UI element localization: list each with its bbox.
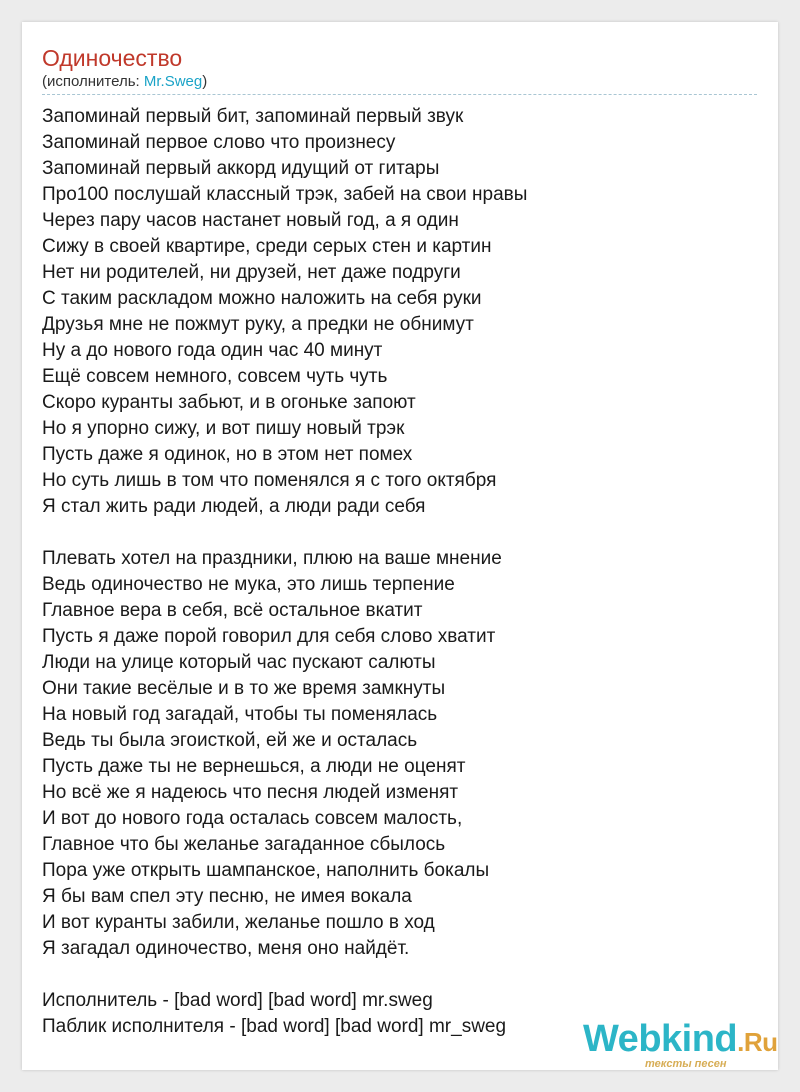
lyric-line: Но всё же я надеюсь что песня людей изменят [42,782,459,803]
lyric-line: Но я упорно сижу, и вот пишу новый трэк [42,418,405,439]
lyric-line: Я бы вам спел эту песню, не имея вокала [42,886,412,907]
lyric-line: И вот куранты забили, желанье пошло в ход [42,912,435,933]
divider [42,94,757,95]
lyric-line: Запоминай первое слово что произнесу [42,132,396,153]
lyric-line: Пусть даже я одинок, но в этом нет помех [42,444,413,465]
credit-line: Паблик исполнителя - [bad word] [bad word] mr_sweg [42,1016,507,1037]
logo-name: Webkind [583,1018,738,1060]
lyric-line: Сижу в своей квартире, среди серых стен и картин [42,236,492,257]
lyric-line: Пора уже открыть шампанское, наполнить бокалы [42,860,490,881]
song-title: Одиночество [42,45,183,71]
lyric-line: Запоминай первый бит, запоминай первый звук [42,106,464,127]
lyric-line: Скоро куранты забьют, и в огоньке запоют [42,392,416,413]
lyric-line: Пусть я даже порой говорил для себя слово хватит [42,626,496,647]
artist-line [42,73,207,91]
lyrics-body [42,104,757,1040]
lyric-line: Я стал жить ради людей, а люди ради себя [42,496,426,517]
credit-line: Исполнитель - [bad word] [bad word] mr.sweg [42,990,433,1011]
lyric-line: Запоминай первый аккорд идущий от гитары [42,158,440,179]
lyric-line: Главное вера в себя, всё остальное вкатит [42,600,423,621]
logo-tagline: тексты песен [645,1058,727,1070]
logo-wordmark [583,1018,778,1063]
stanza-gap [42,962,757,988]
site-logo[interactable] [583,1018,778,1070]
verse-1 [42,104,757,520]
lyric-line: Но суть лишь в том что поменялся я с того октября [42,470,497,491]
lyric-line: Друзья мне не пожмут руку, а предки не обнимут [42,314,474,335]
lyrics-card [22,22,778,1070]
lyric-line: Люди на улице который час пускают салюты [42,652,436,673]
lyric-line: Про100 послушай классный трэк, забей на свои нравы [42,184,528,205]
lyric-line: Ещё совсем немного, совсем чуть чуть [42,366,388,387]
stanza-gap [42,520,757,546]
artist-link[interactable]: Mr.Sweg [143,73,203,90]
lyric-line: Через пару часов настанет новый год, а я один [42,210,459,231]
lyric-line: Нет ни родителей, ни друзей, нет даже подруги [42,262,461,283]
lyric-line: Плевать хотел на праздники, плюю на ваше мнение [42,548,502,569]
lyric-line: Ведь одиночество не мука, это лишь терпение [42,574,455,595]
verse-2 [42,546,757,962]
artist-prefix: (исполнитель: [42,73,144,90]
lyric-line: Пусть даже ты не вернешься, а люди не оценят [42,756,466,777]
lyric-line: Они такие весёлые и в то же время замкнуты [42,678,446,699]
lyric-line: Я загадал одиночество, меня оно найдёт. [42,938,410,959]
lyric-line: Ведь ты была эгоисткой, ей же и осталась [42,730,418,751]
lyric-line: Ну а до нового года один час 40 минут [42,340,383,361]
logo-tld: .Ru [737,1027,778,1057]
artist-suffix: ) [202,73,208,90]
lyric-line: И вот до нового года осталась совсем малость, [42,808,463,829]
lyric-line: Главное что бы желанье загаданное сбылось [42,834,446,855]
lyric-line: С таким раскладом можно наложить на себя руки [42,288,482,309]
lyric-line: На новый год загадай, чтобы ты поменялась [42,704,438,725]
